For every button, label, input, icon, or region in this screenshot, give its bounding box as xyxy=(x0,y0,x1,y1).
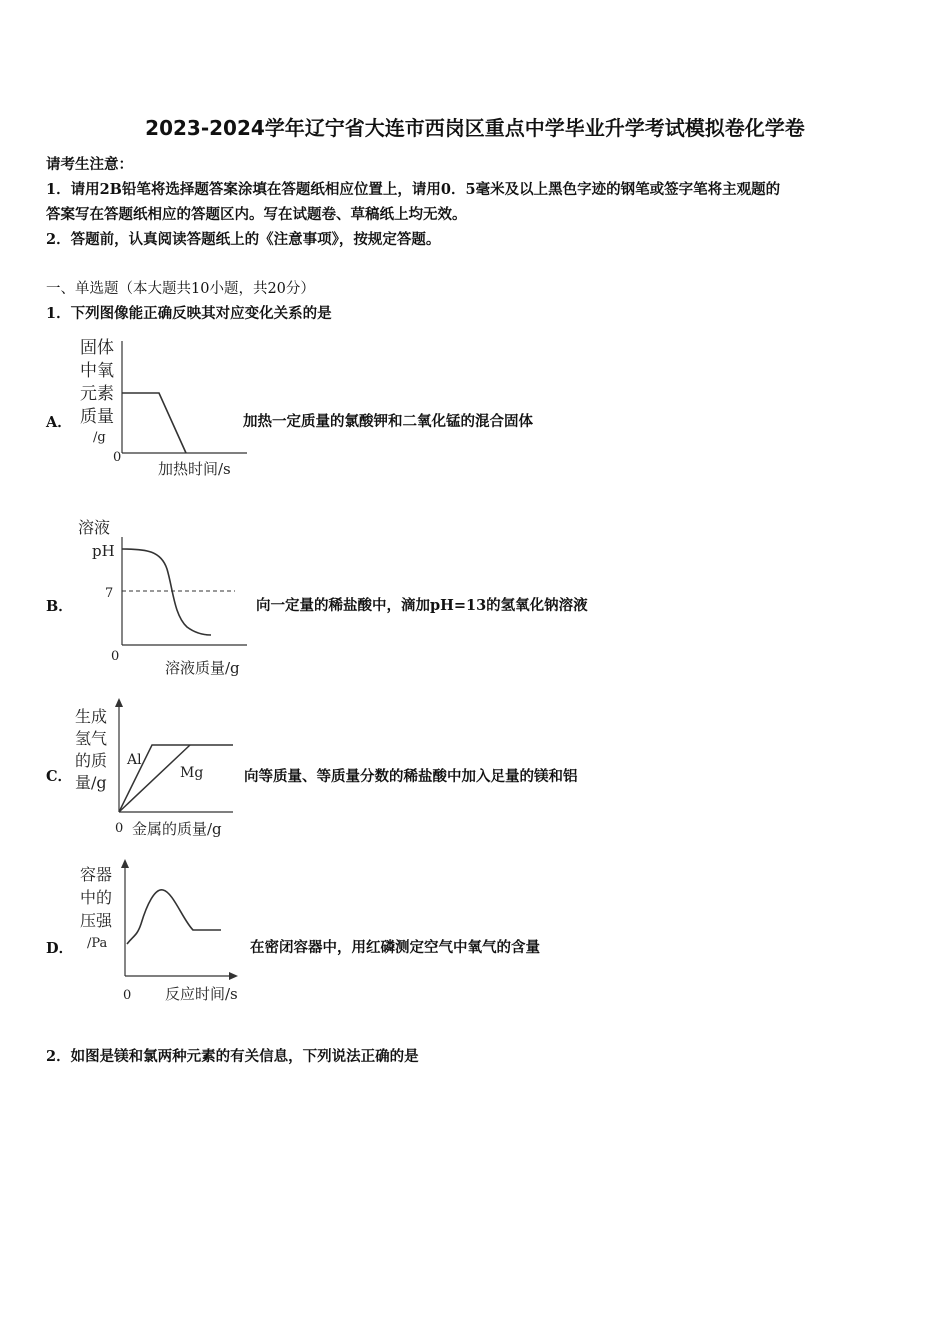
notice-item-1-line-1: 1．请用2B铅笔将选择题答案涂填在答题纸相应位置上，请用0．5毫米及以上黑色字迹的钢笔或签字笔将主观题的 xyxy=(46,181,781,198)
option-a-description: 加热一定质量的氯酸钾和二氧化锰的混合固体 xyxy=(243,413,533,430)
notice-heading: 请考生注意： xyxy=(46,156,133,173)
option-a-origin: 0 xyxy=(113,450,122,465)
option-a-xlabel: 加热时间/s xyxy=(158,460,231,478)
option-d-graph xyxy=(75,858,260,1008)
option-b-xlabel: 溶液质量/g xyxy=(165,659,240,677)
option-d-ylabel-2: 中的 xyxy=(80,888,113,907)
option-d-ylabel-3: 压强 xyxy=(80,911,113,930)
option-a-curve xyxy=(122,393,186,453)
option-b-graph xyxy=(75,513,260,683)
option-b-letter[interactable]: B． xyxy=(46,598,73,615)
option-d-description: 在密闭容器中，用红磷测定空气中氧气的含量 xyxy=(250,939,540,956)
option-c-ylabel-3: 的质 xyxy=(75,751,108,770)
option-d-xlabel: 反应时间/s xyxy=(165,985,238,1003)
notice-item-1-line-2: 答案写在答题纸相应的答题区内。写在试题卷、草稿纸上均无效。 xyxy=(46,206,467,223)
option-d-origin: 0 xyxy=(123,988,132,1003)
option-c-ylabel-1: 生成 xyxy=(75,707,108,726)
option-b-curve xyxy=(122,549,211,635)
option-c-label-al: Al xyxy=(127,752,142,768)
option-a-graph xyxy=(75,333,260,481)
option-a-letter[interactable]: A． xyxy=(46,414,72,431)
option-c-description: 向等质量、等质量分数的稀盐酸中加入足量的镁和铝 xyxy=(244,768,578,785)
option-b-ylabel-2: pH xyxy=(92,542,115,560)
option-a-ylabel-4: 质量 xyxy=(80,407,114,427)
option-a-ylabel-5: /g xyxy=(93,430,106,445)
option-d-x-arrow xyxy=(229,972,238,980)
option-c-graph xyxy=(75,698,260,843)
option-d-curve xyxy=(127,890,221,944)
option-c-origin: 0 xyxy=(115,821,124,836)
option-c-ylabel-4: 量/g xyxy=(75,773,107,792)
option-b-tick-7: 7 xyxy=(105,586,114,601)
notice-item-2: 2．答题前，认真阅读答题纸上的《注意事项》，按规定答题。 xyxy=(46,231,441,248)
option-d-ylabel-4: /Pa xyxy=(87,936,108,951)
option-c-ylabel-2: 氢气 xyxy=(75,729,108,748)
option-d-y-arrow xyxy=(121,859,129,868)
section-heading: 一、单选题（本大题共10小题，共20分） xyxy=(46,281,315,297)
question-1-stem: 1．下列图像能正确反映其对应变化关系的是 xyxy=(46,305,332,322)
option-a-ylabel-2: 中氧 xyxy=(80,361,114,381)
option-d-letter[interactable]: D． xyxy=(46,940,74,957)
option-d-ylabel-1: 容器 xyxy=(80,865,113,884)
option-c-xlabel: 金属的质量/g xyxy=(132,820,222,838)
option-c-label-mg: Mg xyxy=(180,765,204,781)
option-b-origin: 0 xyxy=(111,649,120,664)
option-b-ylabel-1: 溶液 xyxy=(78,518,111,537)
page-title: 2023-2024学年辽宁省大连市西岗区重点中学毕业升学考试模拟卷化学卷 xyxy=(145,116,805,140)
option-a-ylabel-3: 元素 xyxy=(80,384,114,404)
question-2-stem: 2．如图是镁和氯两种元素的有关信息，下列说法正确的是 xyxy=(46,1048,419,1065)
option-a-ylabel-1: 固体 xyxy=(80,338,114,358)
option-b-description: 向一定量的稀盐酸中，滴加pH=13的氢氧化钠溶液 xyxy=(256,597,588,614)
option-c-letter[interactable]: C． xyxy=(46,768,73,785)
option-c-y-arrow xyxy=(115,698,123,707)
